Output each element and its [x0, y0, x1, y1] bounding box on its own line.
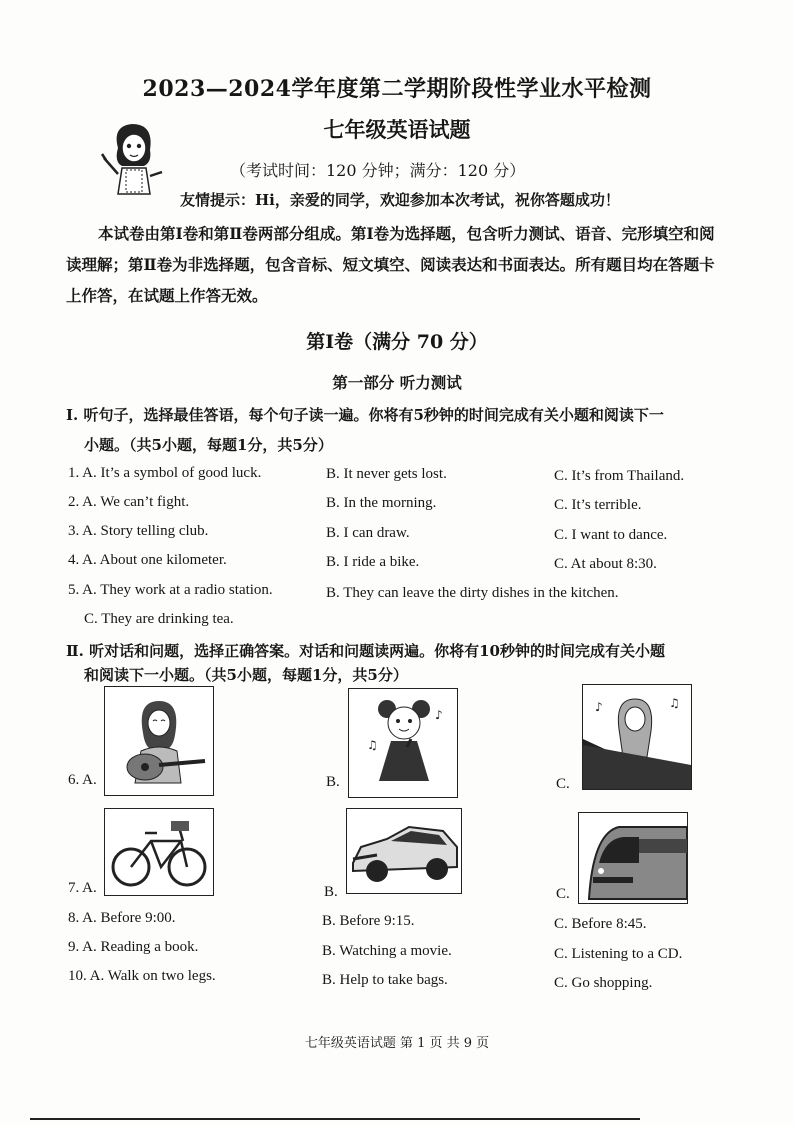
exam-info: （考试时间：120 分钟；满分：120 分） — [230, 161, 526, 180]
q1-option-c: C. It’s from Thailand. — [554, 468, 685, 484]
q6-option-b-image — [348, 688, 458, 798]
car-icon — [347, 809, 461, 893]
exam-instructions: 本试卷由第Ⅰ卷和第Ⅱ卷两部分组成。第Ⅰ卷为选择题，包含听力测试、语音、完形填空和阅读理解；第Ⅱ卷为非选择题，包含音标、短文填空、阅读表达和书面表达。所有题目均在答题卡上作答，在试题上作答无效。 — [66, 224, 715, 305]
exam-subtitle: 七年级英语试题 — [323, 117, 471, 142]
section1-instruction: Ⅰ. 听句子，选择最佳答语，每个句子读一遍。你将有5秒钟的时间完成有关小题和阅读下一 — [66, 406, 664, 424]
q10-option-b: B. Help to take bags. — [322, 972, 448, 988]
q5-option-a: 5. A. They work at a radio station. — [68, 582, 273, 598]
q7-option-c-label: C. — [556, 886, 570, 902]
section2-instruction-cont: 和阅读下一小题。（共5小题，每题1分，共5分） — [84, 666, 408, 684]
exam-title: 2023—2024学年度第二学期阶段性学业水平检测 — [142, 76, 652, 102]
q10-option-c: C. Go shopping. — [554, 975, 653, 991]
q10-option-a: 10. A. Walk on two legs. — [68, 968, 216, 984]
q5-option-c: C. They are drinking tea. — [84, 611, 234, 627]
q6-option-a-image — [104, 686, 214, 796]
q4-option-a: 4. A. About one kilometer. — [68, 552, 227, 568]
q2-option-a: 2. A. We can’t fight. — [68, 494, 190, 510]
q7-option-a-image — [104, 808, 214, 896]
q3-option-b: B. I can draw. — [326, 525, 410, 541]
q5-option-b: B. They can leave the dirty dishes in the kitchen. — [326, 585, 619, 601]
page-footer: 七年级英语试题 第 1 页 共 9 页 — [304, 1036, 490, 1051]
q1-option-a: 1. A. It’s a symbol of good luck. — [68, 465, 262, 481]
q8-option-b: B. Before 9:15. — [322, 913, 415, 929]
q4-option-b: B. I ride a bike. — [326, 554, 420, 570]
q9-option-c: C. Listening to a CD. — [554, 946, 683, 962]
q6-option-c-label: C. — [556, 776, 570, 792]
svg-text:♫: ♫ — [669, 696, 680, 710]
q7-option-a-label: 7. A. — [68, 880, 97, 896]
svg-text:♫: ♫ — [367, 738, 378, 752]
svg-text:♪: ♪ — [595, 700, 603, 714]
q2-option-c: C. It’s terrible. — [554, 497, 642, 513]
section1-instruction-cont: 小题。（共5小题，每题1分，共5分） — [84, 436, 333, 454]
q4-option-c: C. At about 8:30. — [554, 556, 657, 572]
q7-option-c-image — [578, 812, 688, 904]
q3-option-c: C. I want to dance. — [554, 527, 668, 543]
q7-option-b-label: B. — [324, 884, 338, 900]
q2-option-b: B. In the morning. — [326, 495, 437, 511]
q8-option-c: C. Before 8:45. — [554, 916, 647, 932]
girl-guitar-icon — [105, 687, 213, 795]
q9-option-a: 9. A. Reading a book. — [68, 939, 199, 955]
bottom-rule — [30, 1118, 640, 1120]
q7-option-b-image — [346, 808, 462, 894]
q6-option-a-label: 6. A. — [68, 772, 97, 788]
train-icon — [579, 813, 687, 903]
q1-option-b: B. It never gets lost. — [326, 466, 447, 482]
svg-text:♪: ♪ — [435, 708, 443, 722]
girl-piano-icon — [583, 685, 691, 789]
part-title: 第一部分 听力测试 — [332, 373, 462, 392]
q3-option-a: 3. A. Story telling club. — [68, 523, 209, 539]
q6-option-b-label: B. — [326, 774, 340, 790]
q9-option-b: B. Watching a movie. — [322, 943, 452, 959]
girl-singing-icon — [349, 689, 457, 797]
teacher-cartoon-image — [98, 118, 168, 196]
friendly-tip: 友情提示：Hi，亲爱的同学，欢迎参加本次考试，祝你答题成功！ — [180, 191, 620, 209]
bicycle-icon — [105, 809, 213, 895]
q8-option-a: 8. A. Before 9:00. — [68, 910, 176, 926]
section2-instruction: Ⅱ. 听对话和问题，选择正确答案。对话和问题读两遍。你将有10秒钟的时间完成有关小题 — [66, 642, 665, 660]
q6-option-c-image — [582, 684, 692, 790]
volume-title: 第Ⅰ卷（满分 70 分） — [306, 331, 488, 353]
